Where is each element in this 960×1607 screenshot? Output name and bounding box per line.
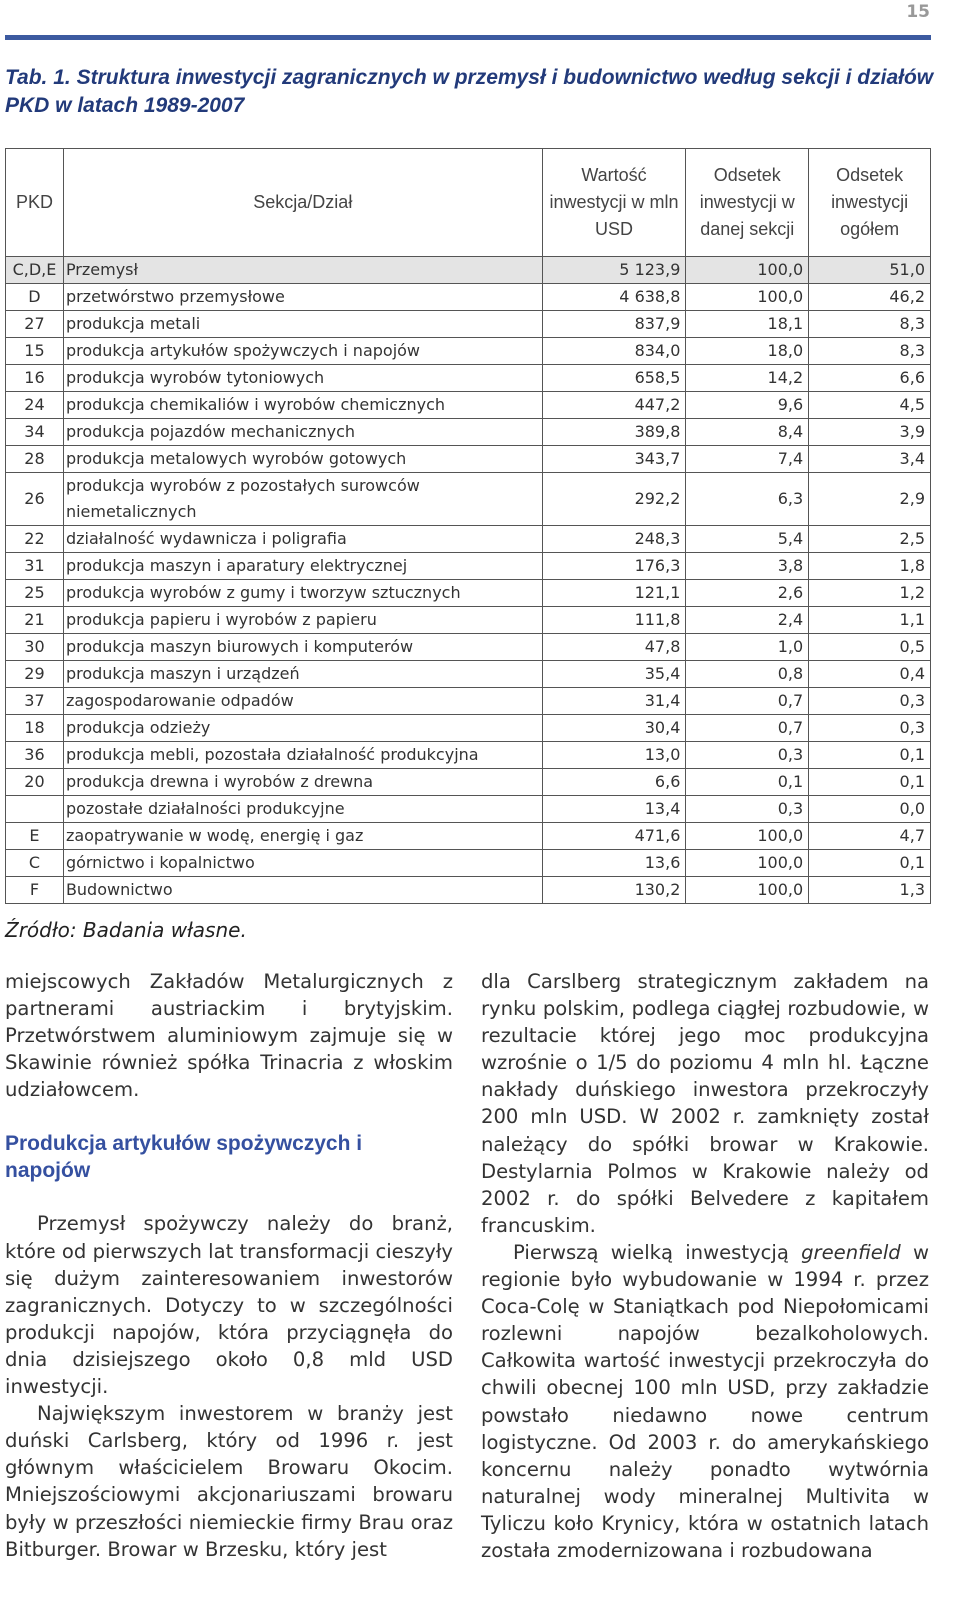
page-number: 15 <box>906 2 930 22</box>
cell-pct-total: 0,1 <box>809 850 931 877</box>
cell-code: 27 <box>6 311 64 338</box>
cell-pct-section: 5,4 <box>686 526 809 553</box>
table-row <box>6 661 931 688</box>
table-title <box>5 64 935 120</box>
paragraph: Przemysł spożywczy należy do branż, które od pierwszych lat transformacji cieszyły się dużym zainteresowaniem inwestorów zagranicznych. Dotyczy to w szczególności produkcji napojów, która przyciągnęła do dnia dzisiejszego około 0,8 mld USD inwestycji. <box>5 1212 453 1399</box>
text-column-left <box>5 968 453 1563</box>
cell-value: 30,4 <box>542 715 686 742</box>
cell-value: 111,8 <box>542 607 686 634</box>
cell-pct-section: 0,8 <box>686 661 809 688</box>
cell-name: produkcja papieru i wyrobów z papieru <box>63 607 542 634</box>
cell-code: 31 <box>6 553 64 580</box>
cell-pct-total: 1,3 <box>809 877 931 904</box>
cell-pct-section: 8,4 <box>686 419 809 446</box>
table-body <box>6 257 931 904</box>
cell-pct-total: 6,6 <box>809 365 931 392</box>
cell-pct-section: 0,1 <box>686 769 809 796</box>
cell-pct-section: 0,3 <box>686 796 809 823</box>
cell-name: produkcja pojazdów mechanicznych <box>63 419 542 446</box>
cell-value: 5 123,9 <box>542 257 686 284</box>
header-pct-total: Odsetek inwestycji ogółem <box>809 149 931 257</box>
cell-code: 37 <box>6 688 64 715</box>
cell-pct-total: 0,3 <box>809 715 931 742</box>
table-row <box>6 796 931 823</box>
table-row <box>6 823 931 850</box>
table-row <box>6 688 931 715</box>
cell-code: 24 <box>6 392 64 419</box>
cell-pct-total: 0,0 <box>809 796 931 823</box>
cell-name: produkcja chemikaliów i wyrobów chemicznych <box>63 392 542 419</box>
cell-pct-section: 100,0 <box>686 257 809 284</box>
cell-value: 13,6 <box>542 850 686 877</box>
cell-code: 26 <box>6 473 64 526</box>
cell-name: produkcja metali <box>63 311 542 338</box>
cell-name: produkcja odzieży <box>63 715 542 742</box>
cell-code: 21 <box>6 607 64 634</box>
cell-pct-total: 8,3 <box>809 338 931 365</box>
cell-value: 248,3 <box>542 526 686 553</box>
cell-value: 31,4 <box>542 688 686 715</box>
cell-code: 30 <box>6 634 64 661</box>
cell-name: produkcja mebli, pozostała działalność produkcyjna <box>63 742 542 769</box>
cell-value: 834,0 <box>542 338 686 365</box>
cell-pct-total: 4,5 <box>809 392 931 419</box>
cell-code: 28 <box>6 446 64 473</box>
cell-pct-section: 7,4 <box>686 446 809 473</box>
cell-pct-total: 8,3 <box>809 311 931 338</box>
table-header-row <box>6 149 931 257</box>
cell-code: 25 <box>6 580 64 607</box>
cell-name: produkcja maszyn biurowych i komputerów <box>63 634 542 661</box>
paragraph: Największym inwestorem w branży jest duński Carlsberg, który od 1996 r. jest głównym właścicielem Browaru Okocim. Mniejszościowymi akcjonariuszami browaru były w przeszłości niemieckie firmy Brau oraz Bitburger. Browar w Brzesku, który jest <box>5 1402 453 1561</box>
cell-name: produkcja wyrobów z gumy i tworzyw sztucznych <box>63 580 542 607</box>
cell-pct-total: 0,4 <box>809 661 931 688</box>
table-row <box>6 715 931 742</box>
cell-pct-section: 1,0 <box>686 634 809 661</box>
table-row <box>6 634 931 661</box>
cell-value: 658,5 <box>542 365 686 392</box>
cell-pct-section: 100,0 <box>686 877 809 904</box>
table-row <box>6 850 931 877</box>
cell-name: Przemysł <box>63 257 542 284</box>
cell-pct-total: 2,9 <box>809 473 931 526</box>
table-row <box>6 284 931 311</box>
cell-value: 471,6 <box>542 823 686 850</box>
cell-value: 13,4 <box>542 796 686 823</box>
cell-pct-section: 100,0 <box>686 284 809 311</box>
cell-code: 18 <box>6 715 64 742</box>
cell-code: 36 <box>6 742 64 769</box>
cell-pct-section: 6,3 <box>686 473 809 526</box>
cell-pct-total: 46,2 <box>809 284 931 311</box>
cell-code: C,D,E <box>6 257 64 284</box>
paragraph <box>481 1239 929 1564</box>
cell-name: produkcja metalowych wyrobów gotowych <box>63 446 542 473</box>
cell-code: 34 <box>6 419 64 446</box>
cell-name: produkcja wyrobów tytoniowych <box>63 365 542 392</box>
cell-pct-section: 2,4 <box>686 607 809 634</box>
cell-code: 29 <box>6 661 64 688</box>
table-row <box>6 365 931 392</box>
cell-pct-section: 0,7 <box>686 715 809 742</box>
cell-value: 121,1 <box>542 580 686 607</box>
cell-pct-total: 1,8 <box>809 553 931 580</box>
cell-value: 6,6 <box>542 769 686 796</box>
cell-name: produkcja artykułów spożywczych i napojów <box>63 338 542 365</box>
cell-value: 837,9 <box>542 311 686 338</box>
cell-pct-total: 0,1 <box>809 769 931 796</box>
cell-code: 15 <box>6 338 64 365</box>
cell-pct-total: 51,0 <box>809 257 931 284</box>
cell-name: Budownictwo <box>63 877 542 904</box>
table-row <box>6 392 931 419</box>
cell-pct-total: 2,5 <box>809 526 931 553</box>
cell-value: 47,8 <box>542 634 686 661</box>
cell-pct-section: 2,6 <box>686 580 809 607</box>
cell-name: produkcja maszyn i aparatury elektrycznej <box>63 553 542 580</box>
text-column-right <box>481 968 929 1564</box>
cell-name: górnictwo i kopalnictwo <box>63 850 542 877</box>
cell-pct-section: 0,7 <box>686 688 809 715</box>
cell-code <box>6 796 64 823</box>
table-source: Źródło: Badania własne. <box>5 918 247 942</box>
table-row <box>6 257 931 284</box>
cell-code: F <box>6 877 64 904</box>
cell-pct-section: 9,6 <box>686 392 809 419</box>
cell-value: 292,2 <box>542 473 686 526</box>
cell-pct-total: 0,5 <box>809 634 931 661</box>
cell-value: 176,3 <box>542 553 686 580</box>
header-section: Sekcja/Dział <box>63 149 542 257</box>
cell-pct-total: 4,7 <box>809 823 931 850</box>
investment-table <box>5 148 931 904</box>
cell-pct-section: 100,0 <box>686 850 809 877</box>
cell-pct-total: 3,4 <box>809 446 931 473</box>
table-row <box>6 526 931 553</box>
table-row <box>6 419 931 446</box>
cell-value: 130,2 <box>542 877 686 904</box>
table-row <box>6 553 931 580</box>
cell-name: produkcja drewna i wyrobów z drewna <box>63 769 542 796</box>
cell-pct-total: 3,9 <box>809 419 931 446</box>
cell-code: 22 <box>6 526 64 553</box>
header-pct-section: Odsetek inwestycji w danej sekcji <box>686 149 809 257</box>
text-span: w regionie było wybudowanie w 1994 r. przez Coca-Colę w Staniątkach pod Niepołomicami rozlewni napojów bezalkoholowych. Całkowita wartość inwestycji przekroczyła do chwili obecnej 100 mln USD, przy zakładzie powstało niedawno nowe centrum logistyczne. Od 2003 r. do amerykańskiego koncernu należy ponadto wytwórnia naturalnej wody mineralnej Multivita w Tyliczu koło Krynicy, która w ostatnich latach została zmodernizowana i rozbudowana <box>481 1240 929 1562</box>
table-title-label: Tab. 1. <box>5 66 71 89</box>
cell-pct-total: 0,3 <box>809 688 931 715</box>
cell-code: E <box>6 823 64 850</box>
cell-name: działalność wydawnicza i poligrafia <box>63 526 542 553</box>
cell-pct-section: 18,1 <box>686 311 809 338</box>
cell-value: 447,2 <box>542 392 686 419</box>
cell-value: 35,4 <box>542 661 686 688</box>
cell-code: D <box>6 284 64 311</box>
table-row <box>6 338 931 365</box>
table-row <box>6 607 931 634</box>
cell-name: produkcja maszyn i urządzeń <box>63 661 542 688</box>
cell-pct-section: 0,3 <box>686 742 809 769</box>
cell-code: 20 <box>6 769 64 796</box>
cell-pct-section: 100,0 <box>686 823 809 850</box>
cell-name: zagospodarowanie odpadów <box>63 688 542 715</box>
cell-value: 389,8 <box>542 419 686 446</box>
paragraph: miejscowych Zakładów Metalurgicznych z partnerami austriackim i brytyjskim. Przetwórstwem aluminiowym zajmuje się w Skawinie również spółka Trinacria z włoskim udziałowcem. <box>5 970 453 1102</box>
cell-value: 4 638,8 <box>542 284 686 311</box>
cell-name: produkcja wyrobów z pozostałych surowców niemetalicznych <box>63 473 542 526</box>
table-row <box>6 769 931 796</box>
cell-code: 16 <box>6 365 64 392</box>
cell-value: 343,7 <box>542 446 686 473</box>
table-row <box>6 311 931 338</box>
cell-code: C <box>6 850 64 877</box>
text-span: Pierwszą wielką inwestycją <box>513 1240 802 1264</box>
header-value: Wartość inwestycji w mln USD <box>542 149 686 257</box>
cell-name: przetwórstwo przemysłowe <box>63 284 542 311</box>
table-title-text: Struktura inwestycji zagranicznych w przemysł i budownictwo według sekcji i działów PKD w latach 1989-2007 <box>5 66 934 117</box>
cell-pct-total: 0,1 <box>809 742 931 769</box>
cell-pct-section: 18,0 <box>686 338 809 365</box>
cell-pct-section: 3,8 <box>686 553 809 580</box>
cell-pct-section: 14,2 <box>686 365 809 392</box>
cell-pct-total: 1,2 <box>809 580 931 607</box>
emphasis-text: greenfield <box>801 1240 901 1264</box>
table-row <box>6 473 931 526</box>
cell-name: zaopatrywanie w wodę, energię i gaz <box>63 823 542 850</box>
header-rule <box>5 35 931 40</box>
table-row <box>6 446 931 473</box>
header-pkd: PKD <box>6 149 64 257</box>
table-row <box>6 580 931 607</box>
paragraph: dla Carslberg strategicznym zakładem na rynku polskim, podlega ciągłej rozbudowie, w rezultacie której jego moc produkcyjna wzrośnie o 1/5 do poziomu 4 mln hl. Łączne nakłady duńskiego inwestora przekroczyły 200 mln USD. W 2002 r. zamknięty został należący do spółki browar w Krakowie. Destylarnia Polmos w Krakowie należy od 2002 r. do spółki Belvedere z kapitałem francuskim. <box>481 970 929 1237</box>
cell-name: pozostałe działalności produkcyjne <box>63 796 542 823</box>
table-row <box>6 742 931 769</box>
section-heading: Produkcja artykułów spożywczych i napojów <box>5 1132 363 1183</box>
cell-pct-total: 1,1 <box>809 607 931 634</box>
cell-value: 13,0 <box>542 742 686 769</box>
table-row <box>6 877 931 904</box>
